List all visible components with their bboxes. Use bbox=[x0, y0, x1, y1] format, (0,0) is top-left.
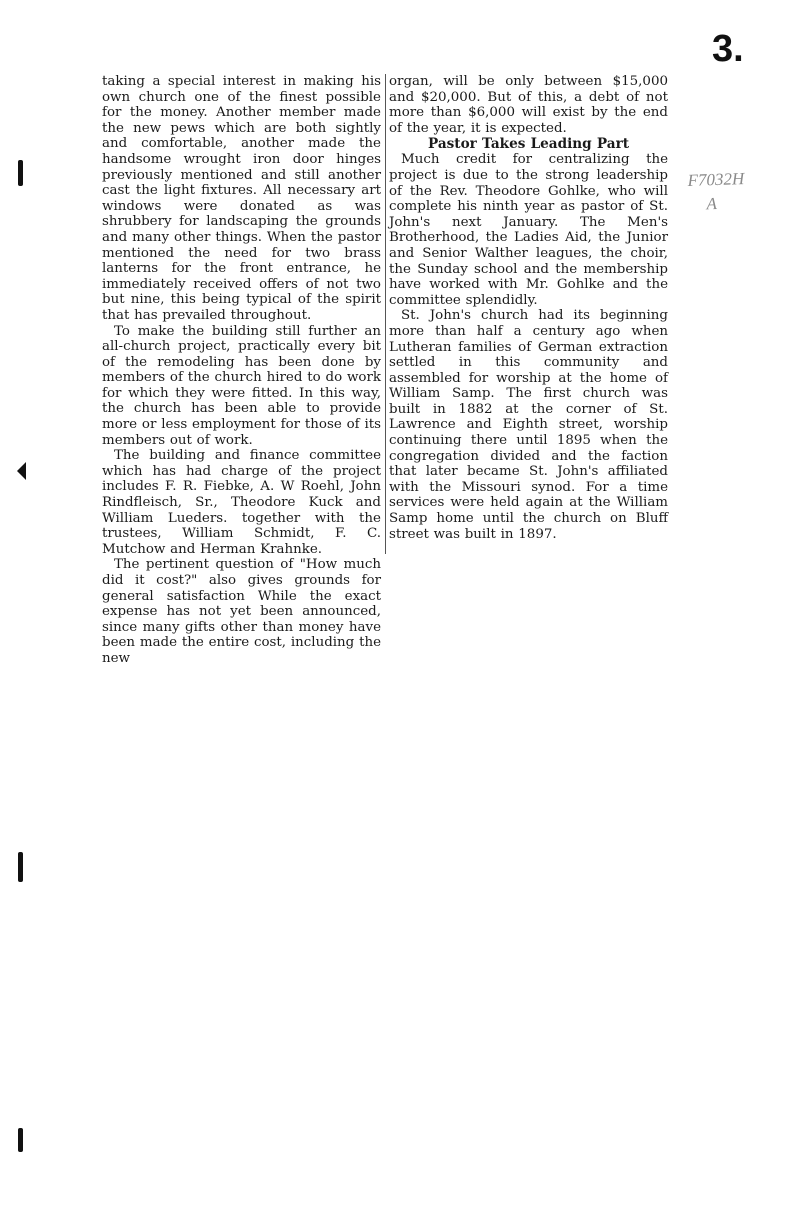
article-column-left bbox=[102, 74, 381, 667]
paragraph: The building and finance committee which has had charge of the project includes F. R. Fiebke, A. W Roehl, John Rindfleisch, Sr., Theodore Kuck and William Lueders. together with the trustees, William Schmidt, F. C. Mutchow and Herman Krahnke. bbox=[102, 448, 381, 557]
margin-arrow-icon bbox=[17, 462, 26, 480]
column-divider bbox=[385, 74, 386, 554]
subheading: Pastor Takes Leading Part bbox=[427, 136, 630, 153]
paragraph: Much credit for centralizing the project is due to the strong leadership of the Rev. Theodore Gohlke, who will complete his ninth year as pastor of St. John's next January. The Men's Brotherhood, the Ladies Aid, the Junior and Senior Walther leagues, the choir, the Sunday school and the membership have worked with Mr. Gohlke and the committee splendidly. bbox=[389, 152, 668, 308]
margin-mark bbox=[18, 1128, 23, 1152]
margin-mark bbox=[18, 160, 23, 186]
article-column-right bbox=[389, 74, 668, 542]
paragraph: taking a special interest in making his own church one of the finest possible for the money. Another member made the new pews which are both sightly and comfortable, another made the handsome wrought iron door hinges previously mentioned and still another cast the light fixtures. All necessary art windows were donated as was shrubbery for landscaping the grounds and many other things. When the pastor mentioned the need for two brass lanterns for the front entrance, he immediately received offers of not two but nine, this being typical of the spirit that has prevailed throughout. bbox=[102, 74, 381, 323]
paragraph: To make the building still further an all-church project, practically every bit of the remodeling has been done by members of the church hired to do work for which they were fitted. In this way, the church has been able to provide more or less employment for those of its members out of work. bbox=[102, 323, 381, 448]
paragraph: organ, will be only between $15,000 and $20,000. But of this, a debt of not more than $6,000 will exist by the end of the year, it is expected. bbox=[389, 74, 668, 136]
handwritten-annotation bbox=[687, 167, 745, 217]
annotation-line: A bbox=[706, 193, 718, 214]
page-number: 3. bbox=[712, 28, 744, 70]
paragraph: The pertinent question of "How much did it cost?" also gives grounds for general satisfaction While the exact expense has not yet been announced, since many gifts other than money have been made the entire cost, including the new bbox=[102, 557, 381, 666]
paragraph: St. John's church had its beginning more than half a century ago when Lutheran families of German extraction settled in this community and assembled for worship at the home of William Samp. The first church was built in 1882 at the corner of St. Lawrence and Eighth street, worship continuing there until 1895 when the congregation divided and the faction that later became St. John's affiliated with the Missouri synod. For a time services were held again at the William Samp home until the church on Bluff street was built in 1897. bbox=[389, 308, 668, 542]
margin-mark bbox=[18, 852, 23, 882]
annotation-line: F7032H bbox=[687, 169, 745, 190]
